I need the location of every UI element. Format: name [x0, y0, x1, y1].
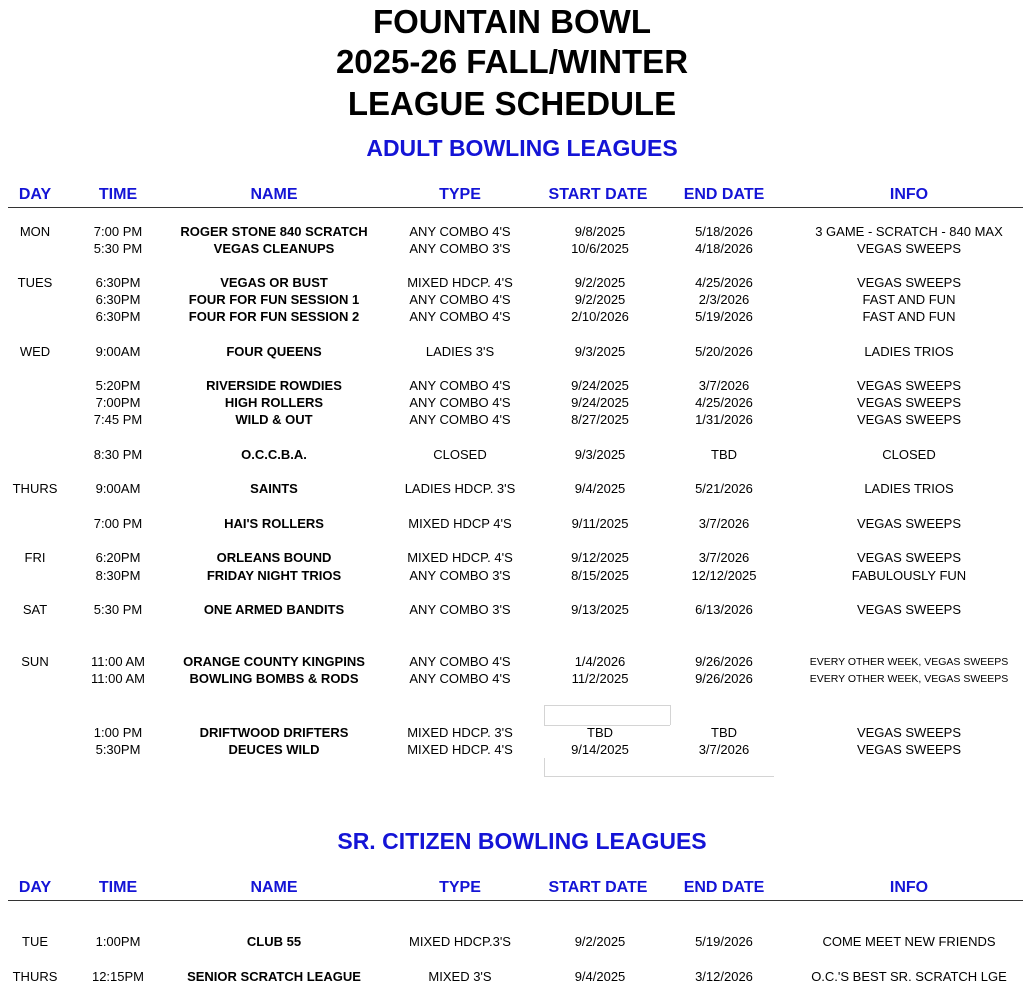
cell-type: ANY COMBO 4'S [409, 309, 511, 324]
cell-end: 2/3/2026 [698, 292, 750, 307]
header-name: NAME [250, 186, 298, 203]
cell-end: 4/25/2026 [695, 395, 753, 410]
cell-day: TUE [22, 934, 48, 949]
table-row [0, 653, 1024, 671]
cell-start: 9/2/2025 [574, 292, 626, 307]
cell-info: LADIES TRIOS [864, 481, 954, 496]
cell-info: FABULOUSLY FUN [851, 568, 967, 583]
cell-name: SENIOR SCRATCH LEAGUE [187, 969, 361, 984]
table-row [0, 741, 1024, 759]
cell-info: VEGAS SWEEPS [856, 275, 962, 290]
table-row [0, 567, 1024, 585]
header-type: TYPE [439, 879, 481, 896]
cell-name: WILD & OUT [235, 412, 313, 427]
cell-day: THURS [12, 481, 58, 496]
cell-end: 1/31/2026 [695, 412, 753, 427]
title-line-3: LEAGUE SCHEDULE [347, 85, 677, 122]
cell-outline-left [544, 705, 545, 725]
cell-start: 9/13/2025 [571, 602, 629, 617]
title-line-1: FOUNTAIN BOWL [372, 3, 651, 40]
cell-outline-left-lower [544, 758, 545, 776]
cell-time: 1:00 PM [93, 725, 143, 740]
cell-start: 9/11/2025 [571, 516, 629, 531]
header-time: TIME [98, 879, 138, 896]
table-row [0, 240, 1024, 258]
cell-start: 9/12/2025 [571, 550, 629, 565]
cell-end: 12/12/2025 [691, 568, 757, 583]
cell-name: ROGER STONE 840 SCRATCH [180, 224, 368, 239]
cell-start: 9/3/2025 [574, 344, 626, 359]
cell-type: ANY COMBO 4'S [409, 292, 511, 307]
cell-type: ANY COMBO 4'S [409, 671, 511, 686]
cell-type: ANY COMBO 3'S [409, 568, 511, 583]
cell-type: ANY COMBO 4'S [409, 395, 511, 410]
header-type: TYPE [439, 186, 481, 203]
cell-time: 9:00AM [95, 481, 141, 496]
header-info: INFO [889, 186, 929, 203]
cell-end: 9/26/2026 [695, 671, 753, 686]
cell-type: ANY COMBO 4'S [409, 412, 511, 427]
cell-type: ANY COMBO 4'S [409, 654, 511, 669]
cell-name: DEUCES WILD [228, 742, 320, 757]
cell-type: MIXED HDCP. 4'S [407, 742, 513, 757]
table-row [0, 308, 1024, 326]
cell-info: FAST AND FUN [862, 292, 956, 307]
cell-end: 5/18/2026 [695, 224, 753, 239]
cell-end: 3/7/2026 [698, 378, 750, 393]
cell-start: 2/10/2026 [571, 309, 629, 324]
cell-time: 5:30PM [95, 742, 141, 757]
cell-outline-right [670, 705, 671, 725]
cell-time: 8:30 PM [93, 447, 143, 462]
cell-start: 9/14/2025 [571, 742, 629, 757]
cell-info: LADIES TRIOS [864, 344, 954, 359]
cell-time: 11:00 AM [91, 654, 145, 669]
cell-name: O.C.C.B.A. [241, 447, 307, 462]
cell-info: 3 GAME - SCRATCH - 840 MAX [815, 224, 1003, 239]
cell-time: 5:20PM [95, 378, 141, 393]
cell-end: 3/7/2026 [698, 550, 750, 565]
cell-end: 3/12/2026 [695, 969, 753, 984]
cell-day: THURS [12, 969, 58, 984]
adult-section-title: ADULT BOWLING LEAGUES [366, 135, 678, 161]
table-row [0, 291, 1024, 309]
table-row [0, 274, 1024, 292]
cell-time: 12:15PM [91, 969, 145, 984]
cell-name: BOWLING BOMBS & RODS [189, 671, 359, 686]
cell-type: MIXED HDCP 4'S [408, 516, 512, 531]
cell-end: 5/20/2026 [695, 344, 753, 359]
cell-start: TBD [587, 725, 613, 740]
cell-info: VEGAS SWEEPS [856, 742, 962, 757]
cell-day: FRI [24, 550, 46, 565]
cell-start: 11/2/2025 [571, 671, 629, 686]
cell-name: ONE ARMED BANDITS [203, 602, 345, 617]
table-row [0, 480, 1024, 498]
cell-info: EVERY OTHER WEEK, VEGAS SWEEPS [809, 673, 1009, 685]
cell-type: MIXED HDCP.3'S [409, 934, 511, 949]
cell-end: 9/26/2026 [695, 654, 753, 669]
cell-name: ORLEANS BOUND [216, 550, 332, 565]
cell-day: TUES [17, 275, 53, 290]
senior-section-title: SR. CITIZEN BOWLING LEAGUES [337, 828, 707, 854]
cell-start: 9/2/2025 [574, 275, 626, 290]
cell-name: SAINTS [250, 481, 298, 496]
cell-time: 6:30PM [95, 292, 141, 307]
cell-start: 1/4/2026 [574, 654, 626, 669]
cell-info: O.C.'S BEST SR. SCRATCH LGE [811, 969, 1007, 984]
cell-start: 8/15/2025 [571, 568, 629, 583]
cell-info: VEGAS SWEEPS [856, 241, 962, 256]
cell-time: 5:30 PM [93, 602, 143, 617]
cell-name: FRIDAY NIGHT TRIOS [206, 568, 342, 583]
cell-start: 8/27/2025 [571, 412, 629, 427]
table-row [0, 549, 1024, 567]
cell-time: 9:00AM [95, 344, 141, 359]
cell-start: 9/3/2025 [574, 447, 626, 462]
cell-name: FOUR FOR FUN SESSION 1 [188, 292, 360, 307]
cell-type: LADIES HDCP. 3'S [404, 481, 516, 496]
cell-time: 8:30PM [95, 568, 141, 583]
table-row [0, 724, 1024, 742]
cell-day: SAT [22, 602, 48, 617]
cell-info: VEGAS SWEEPS [856, 516, 962, 531]
table-row [0, 223, 1024, 241]
cell-info: VEGAS SWEEPS [856, 550, 962, 565]
table-row [0, 968, 1024, 986]
cell-end: 4/25/2026 [695, 275, 753, 290]
header-start-date: START DATE [548, 879, 648, 896]
header-day: DAY [18, 186, 52, 203]
cell-end: 5/19/2026 [695, 309, 753, 324]
table-row [0, 411, 1024, 429]
cell-start: 9/8/2025 [574, 224, 626, 239]
cell-time: 6:30PM [95, 309, 141, 324]
cell-time: 7:00 PM [93, 224, 143, 239]
cell-info: CLOSED [882, 447, 936, 462]
cell-day: WED [19, 344, 51, 359]
cell-info: VEGAS SWEEPS [856, 412, 962, 427]
cell-name: FOUR QUEENS [226, 344, 322, 359]
cell-name: ORANGE COUNTY KINGPINS [183, 654, 365, 669]
header-end-date: END DATE [683, 879, 765, 896]
cell-start: 9/24/2025 [571, 378, 629, 393]
table-row [0, 670, 1024, 688]
cell-end: 4/18/2026 [695, 241, 753, 256]
cell-time: 6:20PM [95, 550, 141, 565]
cell-info: VEGAS SWEEPS [856, 378, 962, 393]
cell-time: 5:30 PM [93, 241, 143, 256]
cell-start: 9/4/2025 [574, 481, 626, 496]
cell-start: 9/4/2025 [574, 969, 626, 984]
cell-type: ANY COMBO 4'S [409, 224, 511, 239]
title-line-2: 2025-26 FALL/WINTER [335, 43, 689, 80]
cell-end: 6/13/2026 [695, 602, 753, 617]
table-row [0, 394, 1024, 412]
cell-type: ANY COMBO 3'S [409, 241, 511, 256]
cell-time: 7:00PM [95, 395, 141, 410]
cell-end: 3/7/2026 [698, 742, 750, 757]
cell-end: 3/7/2026 [698, 516, 750, 531]
cell-outline-top [544, 705, 670, 706]
cell-outline-bottom [544, 776, 774, 777]
cell-name: VEGAS OR BUST [220, 275, 328, 290]
cell-day: MON [19, 224, 51, 239]
cell-name: HIGH ROLLERS [224, 395, 324, 410]
cell-end: TBD [711, 725, 737, 740]
cell-day: SUN [21, 654, 49, 669]
cell-type: CLOSED [433, 447, 487, 462]
cell-name: VEGAS CLEANUPS [213, 241, 335, 256]
header-day: DAY [18, 879, 52, 896]
cell-type: MIXED HDCP. 3'S [407, 725, 513, 740]
cell-end: 5/19/2026 [695, 934, 753, 949]
senior-header-divider [8, 900, 1023, 901]
cell-start: 9/24/2025 [571, 395, 629, 410]
cell-time: 6:30PM [95, 275, 141, 290]
table-row [0, 601, 1024, 619]
table-row [0, 377, 1024, 395]
cell-type: MIXED HDCP. 4'S [407, 275, 513, 290]
cell-time: 11:00 AM [91, 671, 145, 686]
cell-start: 10/6/2025 [571, 241, 629, 256]
header-info: INFO [889, 879, 929, 896]
cell-end: 5/21/2026 [695, 481, 753, 496]
cell-name: RIVERSIDE ROWDIES [206, 378, 342, 393]
header-start-date: START DATE [548, 186, 648, 203]
cell-type: MIXED HDCP. 4'S [407, 550, 513, 565]
header-time: TIME [98, 186, 138, 203]
table-row [0, 933, 1024, 951]
cell-info: VEGAS SWEEPS [856, 602, 962, 617]
cell-info: VEGAS SWEEPS [856, 395, 962, 410]
cell-name: FOUR FOR FUN SESSION 2 [188, 309, 360, 324]
cell-name: DRIFTWOOD DRIFTERS [199, 725, 349, 740]
cell-info: COME MEET NEW FRIENDS [822, 934, 996, 949]
header-end-date: END DATE [683, 186, 765, 203]
table-row [0, 343, 1024, 361]
table-row [0, 446, 1024, 464]
cell-type: LADIES 3'S [425, 344, 495, 359]
cell-time: 1:00PM [95, 934, 141, 949]
cell-info: FAST AND FUN [862, 309, 956, 324]
cell-info: VEGAS SWEEPS [856, 725, 962, 740]
cell-time: 7:00 PM [93, 516, 143, 531]
header-name: NAME [250, 879, 298, 896]
cell-info: EVERY OTHER WEEK, VEGAS SWEEPS [809, 656, 1009, 668]
cell-type: MIXED 3'S [428, 969, 492, 984]
cell-type: ANY COMBO 3'S [409, 602, 511, 617]
table-row [0, 515, 1024, 533]
cell-type: ANY COMBO 4'S [409, 378, 511, 393]
cell-end: TBD [711, 447, 737, 462]
cell-time: 7:45 PM [93, 412, 143, 427]
cell-name: HAI'S ROLLERS [224, 516, 324, 531]
cell-start: 9/2/2025 [574, 934, 626, 949]
adult-header-divider [8, 207, 1023, 208]
cell-name: CLUB 55 [246, 934, 302, 949]
